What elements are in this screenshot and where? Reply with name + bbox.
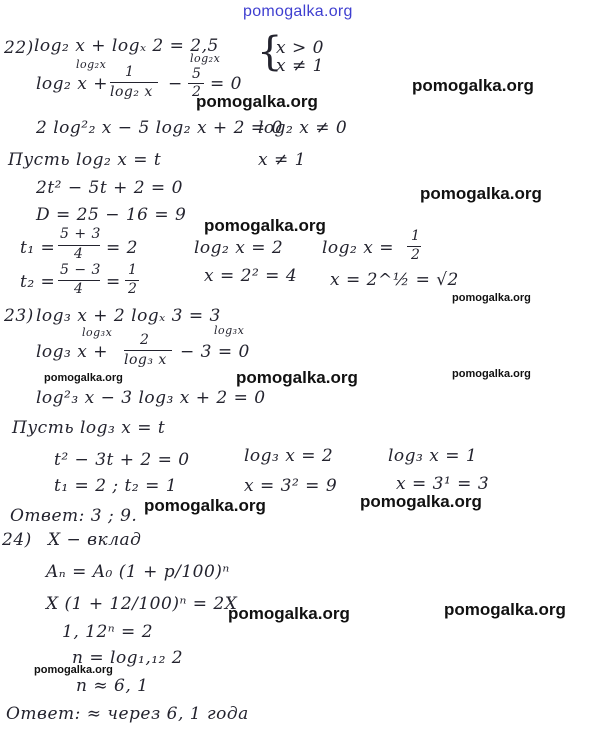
- condition-x-not-one: x ≠ 1: [276, 56, 324, 76]
- root1-value: x = 2² = 4: [204, 266, 298, 286]
- problem-23-quadratic: t² − 3t + 2 = 0: [54, 450, 190, 470]
- p23-line2-rest: − 3 = 0: [180, 342, 250, 362]
- condition-log-nonzero: log₂ x ≠ 0: [258, 118, 348, 138]
- problem-23-quadratic-log: log²₃ x − 3 log₃ x + 2 = 0: [36, 388, 266, 408]
- watermark: pomogalka.org: [444, 600, 566, 619]
- t1-denominator: 4: [74, 246, 84, 262]
- problem-22-quadratic: 2t² − 5t + 2 = 0: [36, 178, 183, 198]
- t2-numerator: 5 − 3: [60, 262, 101, 278]
- condition-x-ne-1-b: x ≠ 1: [258, 150, 306, 170]
- problem-22-discriminant: D = 25 − 16 = 9: [36, 205, 187, 225]
- t2-value-den: 2: [128, 281, 138, 297]
- problem-24-deposit: X − вклад: [48, 530, 142, 550]
- root2-den: 2: [411, 247, 421, 263]
- problem-22-quadratic-log: 2 log²₂ x − 5 log₂ x + 2 = 0: [36, 118, 283, 138]
- root2-value: x = 2^½ = √2: [330, 270, 459, 290]
- fraction-numerator: 1: [125, 64, 135, 80]
- annotation-log3x-2: log₃x: [214, 324, 245, 337]
- watermark: pomogalka.org: [34, 664, 113, 676]
- t2-value-num: 1: [128, 262, 138, 278]
- problem-22-line2-left: log₂ x +: [36, 74, 109, 94]
- t1-numerator: 5 + 3: [60, 226, 101, 242]
- problem-22-substitution: Пусть log₂ x = t: [8, 150, 162, 170]
- watermark: pomogalka.org: [236, 368, 358, 387]
- t2-equals: =: [106, 272, 121, 292]
- problem-24-number: 24): [2, 530, 32, 550]
- p23-root1-equation: log₃ x = 2: [244, 446, 334, 466]
- t2-denominator: 4: [74, 281, 84, 297]
- problem-23-answer: Ответ: 3 ; 9.: [10, 506, 138, 526]
- site-header-link[interactable]: pomogalka.org: [243, 3, 353, 20]
- watermark: pomogalka.org: [452, 292, 531, 304]
- root2-num: 1: [411, 228, 421, 244]
- watermark: pomogalka.org: [204, 216, 326, 235]
- t1-value: = 2: [106, 238, 138, 258]
- annotation-log3x: log₃x: [82, 326, 113, 339]
- equals-zero: = 0: [210, 74, 242, 94]
- problem-22-equation: log₂ x + logₓ 2 = 2,5: [34, 36, 219, 56]
- watermark: pomogalka.org: [412, 76, 534, 95]
- t2-label: t₂ =: [20, 272, 56, 292]
- p23-fraction-bar: [124, 350, 172, 351]
- watermark: pomogalka.org: [44, 372, 123, 384]
- problem-22-number: 22): [4, 38, 34, 58]
- problem-24-log: n = log₁,₁₂ 2: [72, 648, 184, 668]
- watermark: pomogalka.org: [452, 368, 531, 380]
- root1-equation: log₂ x = 2: [194, 238, 284, 258]
- p23-root2-value: x = 3¹ = 3: [396, 474, 490, 494]
- fraction-denominator: log₂ x: [110, 84, 153, 100]
- t1-label: t₁ =: [20, 238, 56, 258]
- annotation-log2x: log₂x: [76, 58, 107, 71]
- system-brace: {: [257, 29, 283, 75]
- problem-23-number: 23): [4, 306, 34, 326]
- problem-23-substitution: Пусть log₃ x = t: [12, 418, 166, 438]
- problem-24-answer: Ответ: ≈ через 6, 1 года: [6, 704, 249, 724]
- problem-24-power: 1, 12ⁿ = 2: [62, 622, 154, 642]
- watermark: pomogalka.org: [420, 184, 542, 203]
- problem-24-equation: X (1 + 12/100)ⁿ = 2X: [46, 594, 238, 614]
- problem-24-approx: n ≈ 6, 1: [76, 676, 149, 696]
- fraction2-denominator: 2: [192, 84, 202, 100]
- watermark: pomogalka.org: [144, 496, 266, 515]
- root2-equation: log₂ x =: [322, 238, 395, 258]
- watermark: pomogalka.org: [360, 492, 482, 511]
- p23-fraction-num: 2: [140, 332, 150, 348]
- condition-x-positive: x > 0: [276, 38, 324, 58]
- p23-root1-value: x = 3² = 9: [244, 476, 338, 496]
- problem-23-line2-left: log₃ x +: [36, 342, 109, 362]
- problem-24-formula: Aₙ = A₀ (1 + p/100)ⁿ: [46, 562, 230, 582]
- problem-23-roots: t₁ = 2 ; t₂ = 1: [54, 476, 178, 496]
- problem-23-equation: log₃ x + 2 logₓ 3 = 3: [36, 306, 221, 326]
- fraction-bar: [110, 82, 158, 83]
- p23-root2-equation: log₃ x = 1: [388, 446, 478, 466]
- p23-fraction-den: log₃ x: [124, 352, 167, 368]
- fraction2-numerator: 5: [192, 66, 202, 82]
- annotation-log2x-2: log₂x: [190, 52, 221, 65]
- watermark: pomogalka.org: [196, 92, 318, 111]
- watermark: pomogalka.org: [228, 604, 350, 623]
- minus-sign: −: [168, 74, 183, 94]
